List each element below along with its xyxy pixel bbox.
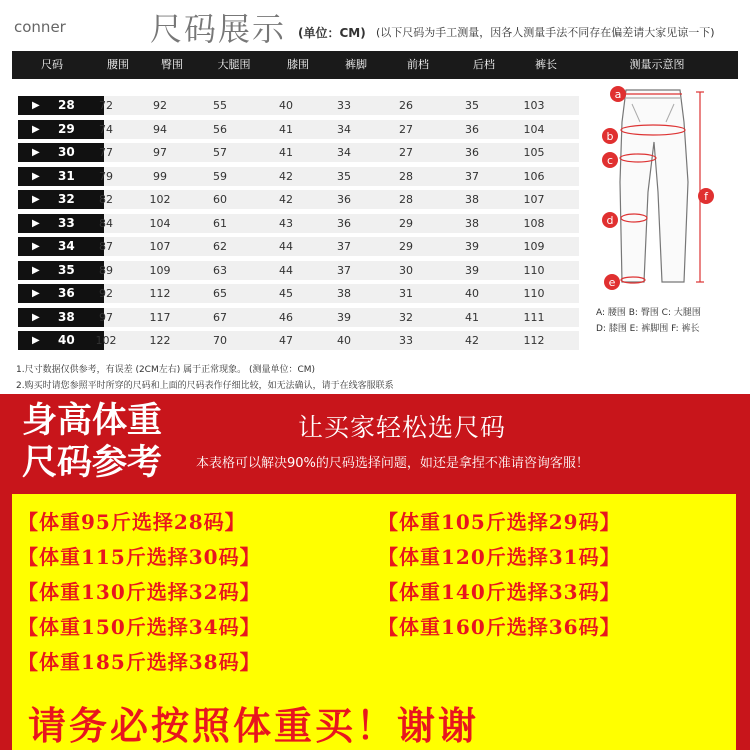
table-row: [14, 95, 584, 116]
brand-name: conner: [14, 18, 66, 36]
arrow-right-icon: ▶: [32, 241, 40, 252]
table-cell: 28: [399, 169, 413, 183]
arrow-right-icon: ▶: [32, 288, 40, 299]
svg-text:b: b: [606, 130, 614, 143]
table-cell: 97: [153, 146, 167, 159]
table-cell: 35: [337, 169, 351, 183]
arrow-right-icon: ▶: [32, 170, 40, 182]
size-value: 34: [58, 239, 75, 253]
table-row: [14, 213, 584, 234]
table-cell: 105: [523, 146, 545, 159]
footer-notice: 请务必按照体重买！谢谢: [28, 703, 480, 748]
page-title: 尺码展示: [150, 10, 287, 48]
table-cell: 43: [279, 216, 293, 230]
table-cell: 39: [465, 263, 479, 277]
table-cell: 30: [399, 263, 413, 277]
table-cell: 92: [99, 287, 113, 300]
table-row: [14, 330, 584, 351]
table-cell: 38: [465, 193, 479, 206]
svg-text:a: a: [614, 88, 622, 101]
table-cell: 111: [523, 310, 545, 324]
note-1: 1.尺寸数据仅供参考，有误差 (2CM左右) 属于正常现象。 (测量单位：CM): [16, 365, 316, 375]
table-cell: 36: [465, 122, 479, 136]
table-cell: 34: [337, 146, 351, 159]
table-row: [14, 307, 584, 328]
label-f: [698, 188, 714, 204]
weight-guide-item: 【体重120斤选择31码】: [378, 545, 621, 569]
table-cell: 29: [399, 216, 413, 230]
table-cell: 122: [149, 334, 171, 347]
col-header-diagram: 测量示意图: [629, 58, 685, 71]
table-cell: 94: [153, 122, 167, 136]
table-cell: 44: [279, 240, 293, 253]
table-cell: 45: [279, 287, 293, 300]
table-cell: 39: [337, 310, 351, 324]
table-cell: 37: [465, 169, 479, 183]
table-cell: 79: [99, 169, 113, 183]
table-cell: 109: [523, 240, 545, 253]
legend-line-1: A: 腰围 B: 臀围 C: 大腿围: [596, 308, 701, 318]
table-cell: 89: [99, 263, 113, 277]
table-row: [14, 236, 584, 257]
diagram-legend: [596, 305, 701, 337]
table-cell: 36: [465, 146, 479, 159]
unit-label: (单位：CM): [298, 26, 366, 40]
table-cell: 108: [523, 216, 545, 230]
table-cell: 41: [465, 310, 479, 324]
table-row: [14, 142, 584, 163]
table-cell: 99: [153, 169, 167, 183]
size-value: 35: [58, 262, 75, 277]
table-cell: 46: [279, 310, 293, 324]
table-cell: 56: [213, 122, 227, 136]
table-cell: 28: [399, 193, 413, 206]
arrow-right-icon: ▶: [32, 264, 40, 276]
table-cell: 39: [465, 240, 479, 253]
table-cell: 117: [149, 310, 171, 324]
svg-text:e: e: [608, 276, 616, 289]
table-cell: 31: [399, 287, 413, 300]
banner-subtitle: 本表格可以解决90%的尺码选择问题，如还是拿捏不准请咨询客服！: [196, 456, 589, 471]
arrow-right-icon: ▶: [32, 100, 40, 111]
table-cell: 97: [99, 310, 113, 324]
table-cell: 107: [149, 240, 171, 253]
weight-guide-item: 【体重140斤选择33码】: [378, 580, 621, 604]
table-cell: 67: [213, 310, 227, 324]
banner-heading-line-1: 身高体重: [22, 401, 163, 441]
table-row: [14, 260, 584, 281]
table-cell: 84: [99, 216, 113, 230]
table-cell: 36: [337, 216, 351, 230]
table-cell: 77: [99, 146, 113, 159]
table-cell: 102: [149, 193, 171, 206]
table-cell: 103: [523, 99, 545, 112]
table-cell: 27: [399, 146, 413, 159]
col-header-size: 尺码: [41, 58, 63, 71]
table-cell: 104: [523, 122, 545, 136]
table-cell: 36: [337, 193, 351, 206]
table-cell: 42: [465, 334, 479, 347]
table-cell: 63: [213, 263, 227, 277]
table-cell: 87: [99, 240, 113, 253]
weight-guide-item: 【体重150斤选择34码】: [18, 615, 261, 639]
table-cell: 109: [149, 263, 171, 277]
label-b: [602, 128, 618, 144]
table-cell: 37: [337, 263, 351, 277]
table-cell: 40: [279, 99, 293, 112]
table-cell: 32: [399, 310, 413, 324]
table-cell: 33: [399, 334, 413, 347]
col-header-hem: 裤脚: [345, 58, 367, 71]
table-cell: 42: [279, 193, 293, 206]
table-cell: 65: [213, 287, 227, 300]
table-row: [14, 189, 584, 210]
table-cell: 72: [99, 99, 113, 112]
col-header-waist: 腰围: [107, 58, 129, 71]
table-cell: 112: [523, 334, 545, 347]
weight-guide-item: 【体重185斤选择38码】: [18, 650, 261, 674]
weight-guide-item: 【体重130斤选择32码】: [18, 580, 261, 604]
banner-heading-line-2: 尺码参考: [22, 443, 163, 483]
col-header-back-rise: 后档: [473, 58, 495, 71]
table-cell: 55: [213, 99, 227, 112]
table-cell: 62: [213, 240, 227, 253]
table-cell: 107: [523, 193, 545, 206]
size-value: 38: [58, 309, 75, 324]
size-value: 31: [58, 168, 75, 183]
label-a: [610, 86, 626, 102]
banner-heading: [22, 400, 162, 484]
table-cell: 92: [153, 99, 167, 112]
table-row: [14, 119, 584, 140]
table-cell: 102: [95, 334, 117, 347]
table-cell: 70: [213, 334, 227, 347]
table-cell: 106: [523, 169, 545, 183]
pants-measurement-diagram: [588, 82, 738, 302]
table-cell: 47: [279, 334, 293, 347]
table-cell: 35: [465, 99, 479, 112]
notes: [16, 362, 394, 394]
table-cell: 112: [149, 287, 171, 300]
table-cell: 41: [279, 146, 293, 159]
table-cell: 37: [337, 240, 351, 253]
table-cell: 26: [399, 99, 413, 112]
table-cell: 41: [279, 122, 293, 136]
svg-text:d: d: [606, 214, 614, 227]
table-header: [12, 51, 738, 79]
table-cell: 38: [465, 216, 479, 230]
legend-line-2: D: 膝围 E: 裤脚围 F: 裤长: [596, 324, 700, 334]
weight-guide-item: 【体重115斤选择30码】: [18, 545, 261, 569]
arrow-right-icon: ▶: [32, 335, 40, 346]
svg-text:f: f: [704, 190, 708, 203]
size-value: 40: [58, 333, 75, 347]
table-cell: 33: [337, 99, 351, 112]
arrow-right-icon: ▶: [32, 123, 40, 135]
label-e: [604, 274, 620, 290]
table-cell: 27: [399, 122, 413, 136]
label-c: [602, 152, 618, 168]
col-header-hip: 臀围: [161, 58, 183, 71]
size-value: 33: [58, 215, 75, 230]
size-value: 32: [58, 192, 75, 206]
table-cell: 82: [99, 193, 113, 206]
table-cell: 110: [523, 263, 545, 277]
arrow-right-icon: ▶: [32, 147, 40, 158]
table-cell: 40: [465, 287, 479, 300]
svg-text:c: c: [606, 154, 614, 167]
table-cell: 40: [337, 334, 351, 347]
label-d: [602, 212, 618, 228]
table-cell: 57: [213, 146, 227, 159]
table-cell: 44: [279, 263, 293, 277]
col-header-length: 裤长: [535, 58, 557, 71]
col-header-front-rise: 前档: [407, 58, 429, 71]
arrow-right-icon: ▶: [32, 217, 40, 229]
weight-guide-item: 【体重95斤选择28码】: [18, 510, 246, 534]
table-cell: 61: [213, 216, 227, 230]
table-cell: 42: [279, 169, 293, 183]
weight-guide-item: 【体重160斤选择36码】: [378, 615, 621, 639]
table-cell: 34: [337, 122, 351, 136]
table-cell: 110: [523, 287, 545, 300]
arrow-right-icon: ▶: [32, 311, 40, 323]
arrow-right-icon: ▶: [32, 194, 40, 205]
col-header-thigh: 大腿围: [217, 58, 251, 71]
table-cell: 60: [213, 193, 227, 206]
size-value: 29: [58, 121, 75, 136]
size-value: 36: [58, 286, 75, 300]
size-value: 30: [58, 145, 75, 159]
note-2: 2.购买时请您参照平时所穿的尺码和上面的尺码表作仔细比较，如无法确认，请于在线客服联系: [16, 381, 394, 391]
measurement-note: (以下尺码为手工测量，因各人测量手法不同存在偏差请大家见谅一下): [376, 26, 715, 39]
table-cell: 74: [99, 122, 113, 136]
table-row: [14, 283, 584, 304]
weight-guide-item: 【体重105斤选择29码】: [378, 510, 621, 534]
table-cell: 29: [399, 240, 413, 253]
table-cell: 104: [149, 216, 171, 230]
size-value: 28: [58, 98, 75, 112]
col-header-knee: 膝围: [287, 58, 309, 71]
table-cell: 59: [213, 169, 227, 183]
banner-title: 让买家轻松选尺码: [298, 413, 507, 442]
table-row: [14, 166, 584, 187]
table-cell: 38: [337, 287, 351, 300]
